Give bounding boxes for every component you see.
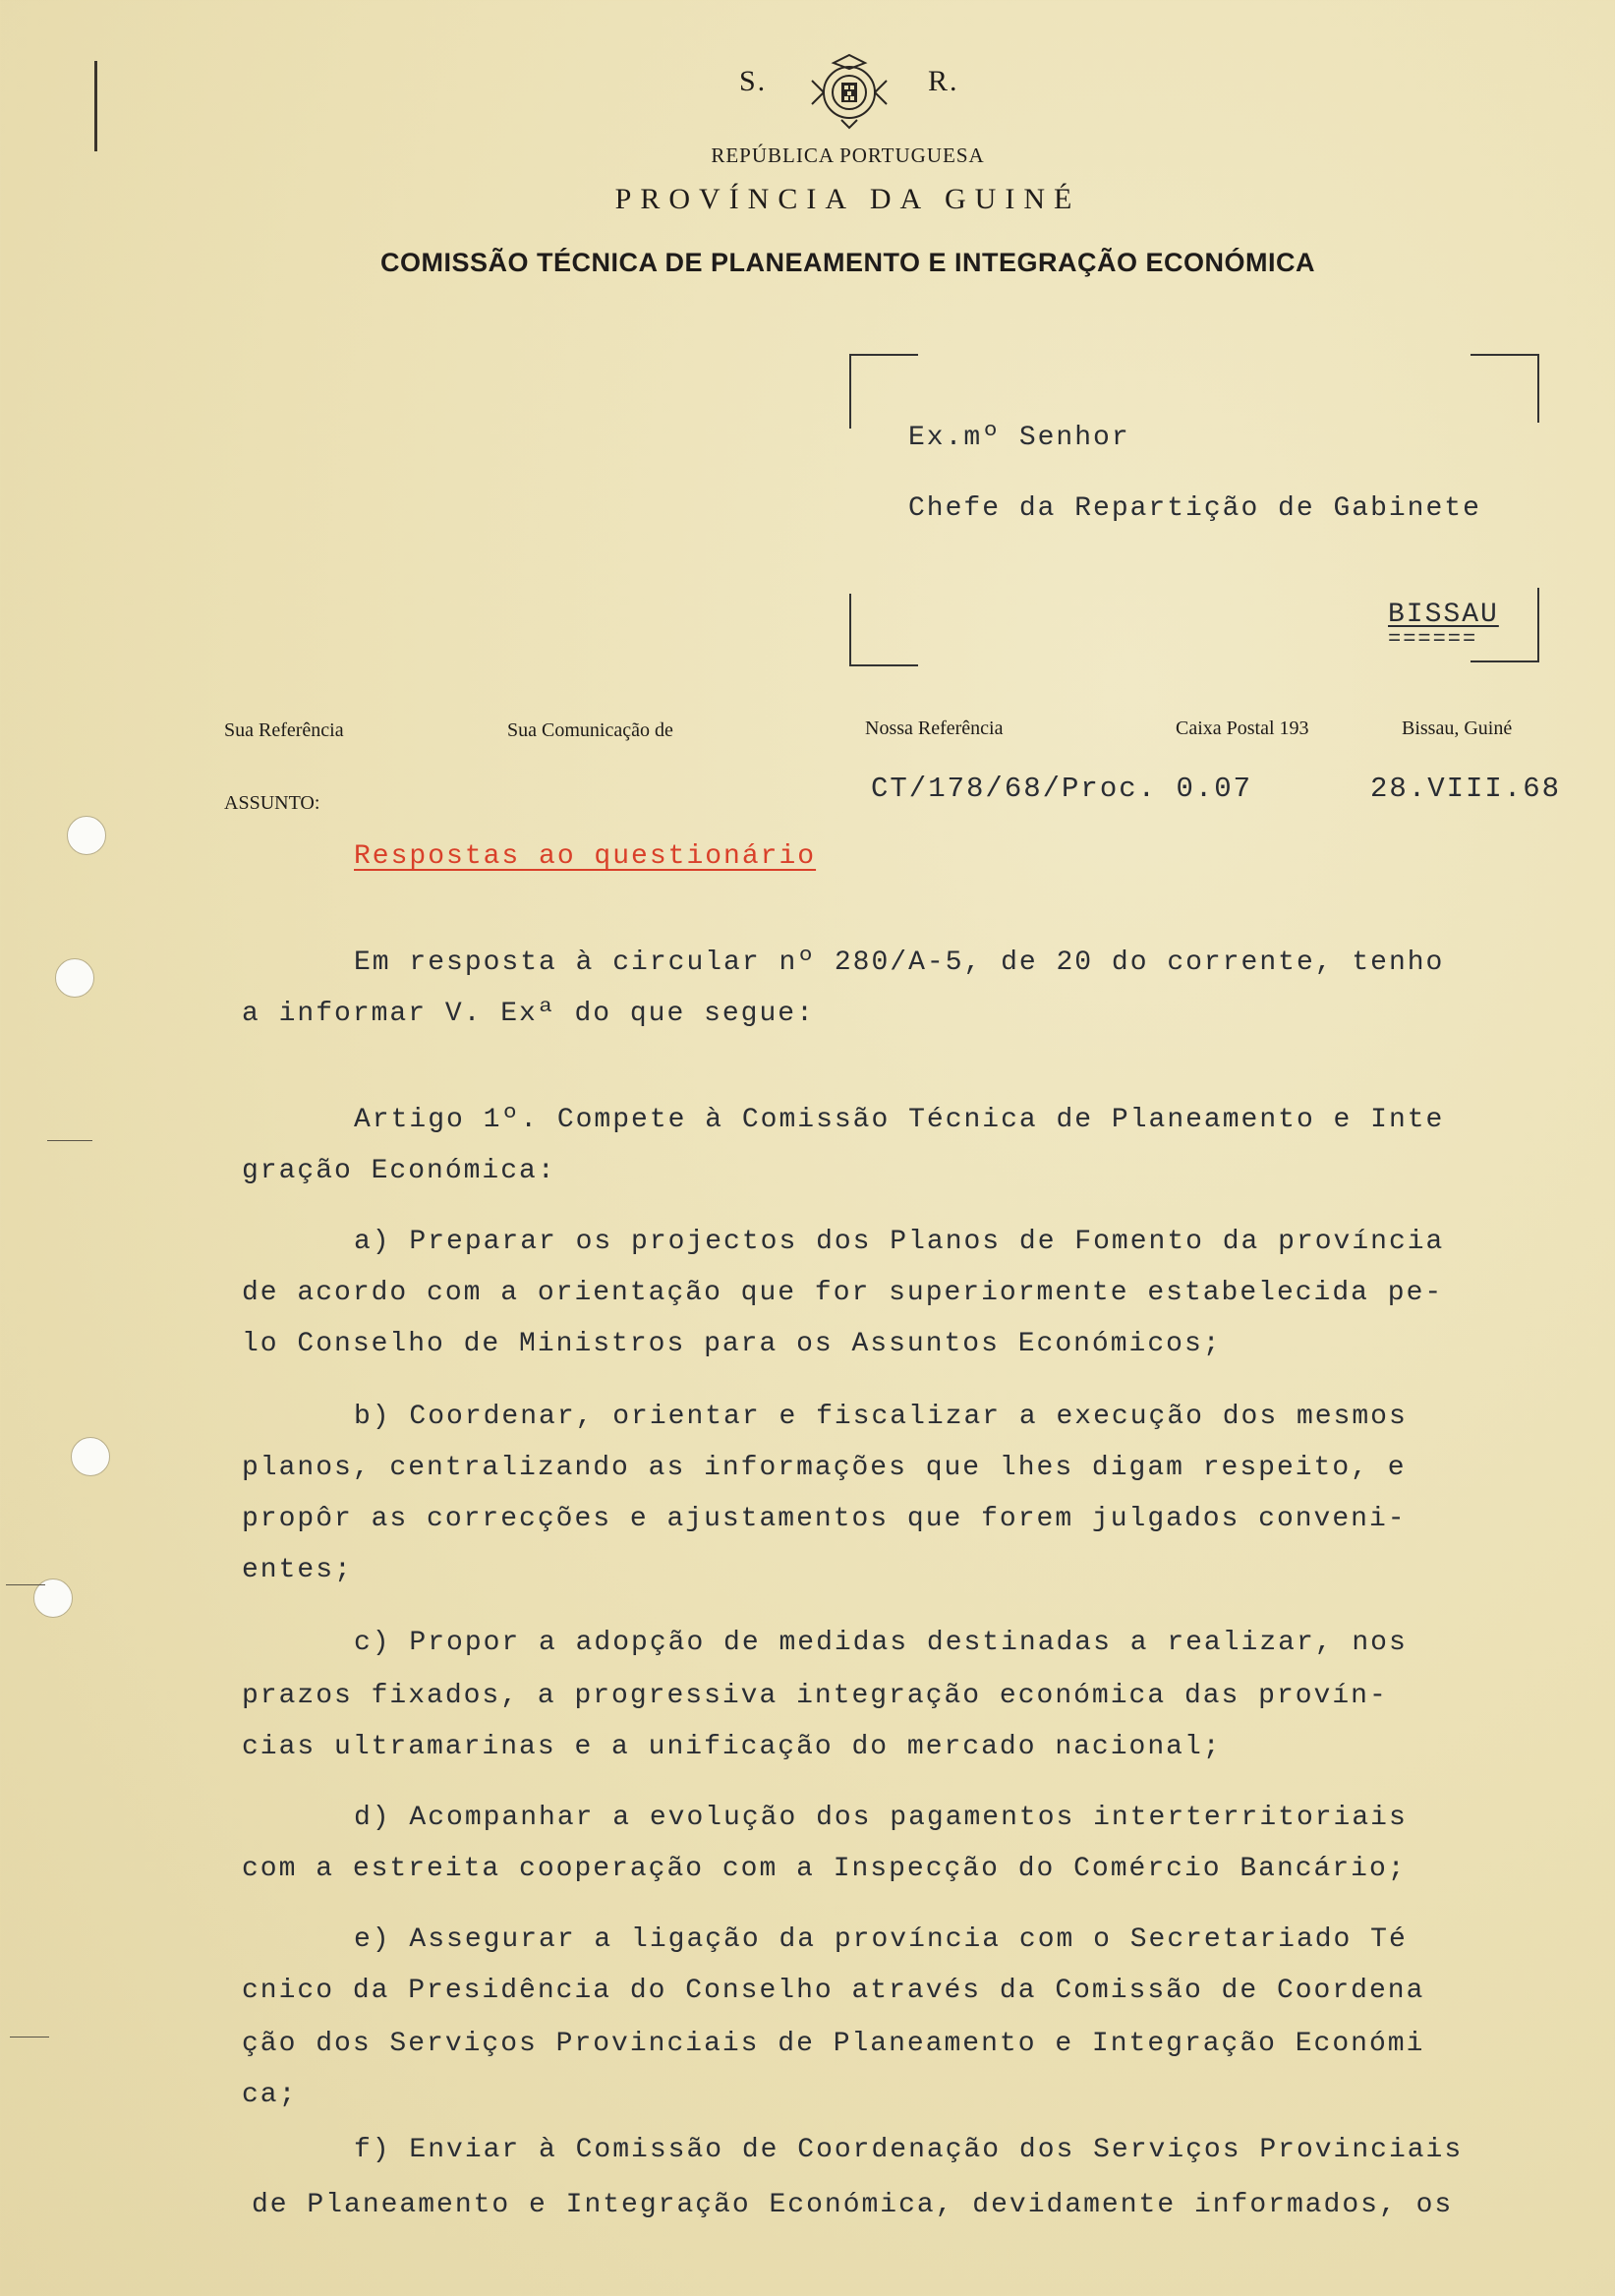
item-b-line: propôr as correcções e ajustamentos que forem julgados conveni- [242,1504,1407,1534]
reference-number: CT/178/68/Proc. 0.07 [871,773,1253,805]
province-line: PROVÍNCIA DA GUINÉ [614,183,1081,215]
letter-date: 28.VIII.68 [1370,773,1562,805]
coat-of-arms-icon [804,51,894,132]
fold-mark [6,1584,45,1585]
item-b-line: b) Coordenar, orientar e fiscalizar a execução dos mesmos [354,1402,1408,1432]
item-b-line: planos, centralizando as informações que lhes digam respeito, e [242,1453,1407,1483]
item-a-line: lo Conselho de Ministros para os Assuntos Económicos; [242,1329,1222,1359]
bracket-bottom-right-h [1471,660,1539,662]
item-f-line: f) Enviar à Comissão de Coordenação dos Serviços Provinciais [354,2135,1464,2165]
letterhead-r: R. [928,65,959,97]
assunto-label: ASSUNTO: [224,792,320,814]
addressee-position: Chefe da Repartição de Gabinete [908,493,1481,524]
bracket-bottom-left-h [849,664,918,666]
fold-mark [47,1140,92,1141]
bracket-bottom-right-v [1537,588,1539,662]
item-e-line: e) Assegurar a ligação da província com o Secretariado Té [354,1924,1408,1955]
punch-hole [71,1437,110,1476]
item-d-line: d) Acompanhar a evolução dos pagamentos interterritoriais [354,1803,1408,1833]
punch-hole [67,816,106,855]
addressee-salutation: Ex.mº Senhor [908,423,1130,453]
addressee-city: BISSAU [1388,600,1499,630]
item-b-line: entes; [242,1555,353,1585]
subject-line: Respostas ao questionário [354,841,817,872]
sua-comunicacao-label: Sua Comunicação de [507,719,673,741]
item-c-line: prazos fixados, a progressiva integração económica das provín- [242,1681,1388,1711]
item-e-line: cnico da Presidência do Conselho através da Comissão de Coordena [242,1976,1425,2006]
bracket-top-right-v [1537,354,1539,423]
commission-title: COMISSÃO TÉCNICA DE PLANEAMENTO E INTEGRAÇÃO ECONÓMICA [379,248,1316,277]
item-f-line: de Planeamento e Integração Económica, devidamente informados, os [252,2190,1454,2220]
article-line: Artigo 1º. Compete à Comissão Técnica de Planeamento e Inte [354,1105,1445,1135]
item-a-line: a) Preparar os projectos dos Planos de Fomento da província [354,1227,1445,1257]
letterhead-s: S. [739,65,768,97]
item-a-line: de acordo com a orientação que for superiormente estabelecida pe- [242,1278,1444,1308]
intro-line: Em resposta à circular nº 280/A-5, de 20 do corrente, tenho [354,947,1445,978]
item-e-line: ção dos Serviços Provinciais de Planeamento e Integração Económi [242,2029,1425,2059]
addressee-city-underline: ====== [1388,627,1478,652]
item-d-line: com a estreita cooperação com a Inspecção do Comércio Bancário; [242,1854,1407,1884]
intro-line: a informar V. Exª do que segue: [242,999,815,1029]
location-label: Bissau, Guiné [1402,718,1513,739]
fold-mark [10,2037,49,2038]
item-c-line: c) Propor a adopção de medidas destinadas a realizar, nos [354,1628,1408,1658]
bracket-top-right-h [1471,354,1539,356]
article-line: gração Económica: [242,1156,556,1186]
caixa-postal-label: Caixa Postal 193 [1176,718,1309,739]
bracket-top-left-h [849,354,918,356]
republic-line: REPÚBLICA PORTUGUESA [711,144,985,167]
punch-hole [55,958,94,998]
sua-referencia-label: Sua Referência [224,719,344,741]
item-c-line: cias ultramarinas e a unificação do mercado nacional; [242,1732,1222,1762]
item-e-line: ca; [242,2080,298,2110]
bracket-top-left-v [849,354,851,429]
bracket-bottom-left-v [849,594,851,666]
margin-mark [94,61,97,151]
nossa-referencia-label: Nossa Referência [865,718,1004,739]
